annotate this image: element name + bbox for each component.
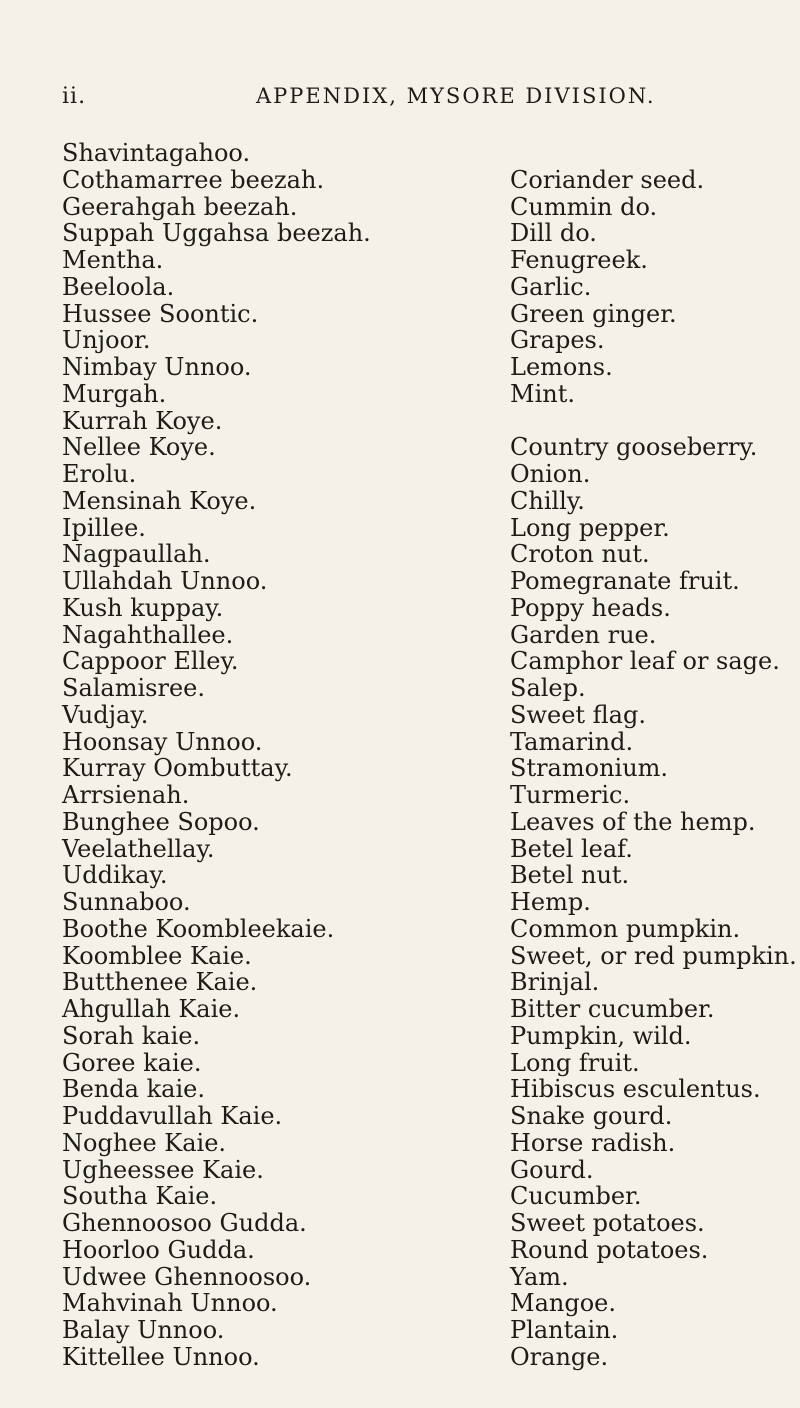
native-name: Ullahdah Unnoo.	[62, 567, 268, 595]
native-name: Unjoor.	[62, 326, 151, 355]
native-name: Cothamarree beezah.	[62, 165, 325, 194]
english-name: Camphor leaf or sage.	[510, 647, 780, 676]
native-name: Mensinah Koye.	[62, 486, 257, 515]
table-row	[62, 1023, 762, 1050]
table-row	[62, 996, 762, 1023]
table-row	[62, 1157, 762, 1184]
table-row	[62, 1103, 762, 1130]
table-row	[62, 916, 762, 943]
native-name: Noghee Kaie.	[62, 1128, 227, 1157]
english-name: Mangoe.	[510, 1289, 616, 1318]
vocabulary-table	[62, 139, 797, 1371]
native-name: Nellee Koye.	[62, 433, 216, 462]
english-name: Snake gourd.	[510, 1102, 673, 1130]
table-row	[62, 1210, 762, 1237]
native-name: Mentha.	[62, 246, 164, 274]
native-name: Goree kaie.	[62, 1048, 202, 1077]
table-row	[62, 622, 762, 649]
table-row	[62, 220, 762, 247]
english-name: Garlic.	[510, 272, 592, 301]
table-row	[62, 1050, 762, 1077]
native-name: Boothe Koombleekaie.	[62, 914, 335, 943]
native-name: Kittellee Unnoo.	[62, 1342, 260, 1371]
english-name: Plantain.	[510, 1316, 619, 1344]
table-row	[62, 354, 762, 381]
table-row	[62, 941, 797, 970]
native-name: Veelathellay.	[62, 834, 215, 863]
table-row	[62, 301, 762, 328]
table-row	[62, 1076, 762, 1103]
native-name: Cappoor Elley.	[62, 647, 239, 676]
native-name: Southa Kaie.	[62, 1182, 218, 1211]
table-row	[62, 702, 762, 729]
table-row	[62, 274, 762, 301]
running-head: APPENDIX, MYSORE DIVISION.	[256, 84, 656, 108]
native-name: Beeloola.	[62, 272, 175, 301]
native-name: Arrsienah.	[62, 781, 190, 809]
english-name: Sweet, or red pumpkin.	[510, 941, 797, 970]
native-name: Kurrah Koye.	[62, 406, 223, 435]
english-name: Gourd.	[510, 1155, 594, 1184]
english-name: Cummin do.	[510, 192, 658, 221]
table-row	[62, 541, 762, 568]
native-name: Nagahthallee.	[62, 620, 234, 649]
table-row	[62, 140, 762, 167]
table-row	[62, 969, 762, 996]
native-name: Murgah.	[62, 379, 167, 408]
table-row	[62, 515, 762, 542]
english-name: Hemp.	[510, 888, 591, 916]
english-name: Horse radish.	[510, 1128, 676, 1157]
table-row	[62, 381, 762, 408]
table-row	[62, 247, 762, 274]
table-row	[62, 836, 762, 863]
english-name: Tamarind.	[510, 727, 634, 756]
english-name: Lemons.	[510, 353, 613, 381]
english-name: Turmeric.	[510, 781, 631, 809]
native-name: Udwee Ghennoosoo.	[62, 1262, 312, 1291]
table-row	[62, 1183, 762, 1210]
table-row	[62, 1317, 762, 1344]
table-row	[62, 167, 762, 194]
native-name: Ghennoosoo Gudda.	[62, 1209, 307, 1237]
english-name: Leaves of the hemp.	[510, 807, 756, 836]
english-name: Yam.	[510, 1262, 569, 1291]
table-row	[62, 1237, 762, 1264]
table-row	[62, 568, 762, 595]
english-name: Dill do.	[510, 219, 597, 248]
english-name: Country gooseberry.	[510, 433, 758, 462]
table-row	[62, 675, 762, 702]
table-row	[62, 1290, 762, 1317]
english-name: Bitter cucumber.	[510, 995, 715, 1023]
table-row	[62, 595, 762, 622]
english-name: Poppy heads.	[510, 593, 671, 622]
english-name: Grapes.	[510, 326, 605, 355]
native-name: Vudjay.	[62, 700, 149, 729]
native-name: Nimbay Unnoo.	[62, 353, 252, 381]
english-name: Round potatoes.	[510, 1235, 709, 1264]
native-name: Kurray Oombuttay.	[62, 754, 293, 783]
native-name: Nagpaullah.	[62, 540, 211, 569]
native-name: Ahgullah Kaie.	[62, 995, 241, 1023]
english-name: Betel nut.	[510, 861, 630, 890]
table-row	[62, 862, 762, 889]
table-row	[62, 647, 780, 676]
english-name: Coriander seed.	[510, 165, 705, 194]
native-name: Uddikay.	[62, 861, 168, 890]
native-name: Sunnaboo.	[62, 888, 191, 916]
english-name: Chilly.	[510, 486, 585, 515]
native-name: Erolu.	[62, 460, 137, 488]
english-name: Pomegranate fruit.	[510, 567, 740, 595]
table-row	[62, 461, 762, 488]
native-name: Ugheessee Kaie.	[62, 1155, 264, 1184]
native-name: Suppah Uggahsa beezah.	[62, 219, 371, 248]
table-row	[62, 408, 762, 435]
native-name: Koomblee Kaie.	[62, 941, 252, 970]
native-name: Butthenee Kaie.	[62, 968, 258, 997]
table-row	[62, 1344, 762, 1371]
native-name: Sorah kaie.	[62, 1021, 201, 1050]
english-name: Garden rue.	[510, 620, 657, 649]
english-name: Croton nut.	[510, 540, 650, 569]
table-row	[62, 729, 762, 756]
table-row	[62, 1264, 762, 1291]
native-name: Bunghee Sopoo.	[62, 807, 260, 836]
native-name: Benda kaie.	[62, 1075, 205, 1104]
english-name: Long pepper.	[510, 513, 670, 542]
english-name: Onion.	[510, 460, 591, 488]
native-name: Shavintagahoo.	[62, 139, 251, 167]
native-name: Geerahgah beezah.	[62, 192, 298, 221]
english-name: Common pumpkin.	[510, 914, 741, 943]
native-name: Puddavullah Kaie.	[62, 1102, 283, 1130]
table-row	[62, 889, 762, 916]
english-name: Orange.	[510, 1342, 609, 1371]
native-name: Balay Unnoo.	[62, 1316, 225, 1344]
english-name: Stramonium.	[510, 754, 669, 783]
english-name: Sweet potatoes.	[510, 1209, 705, 1237]
table-row	[62, 488, 762, 515]
english-name: Betel leaf.	[510, 834, 633, 863]
native-name: Ipillee.	[62, 513, 146, 542]
english-name: Sweet flag.	[510, 700, 646, 729]
english-name: Pumpkin, wild.	[510, 1021, 692, 1050]
native-name: Kush kuppay.	[62, 593, 224, 622]
english-name: Salep.	[510, 674, 586, 702]
english-name: Mint.	[510, 379, 575, 408]
native-name: Hoorloo Gudda.	[62, 1235, 255, 1264]
english-name: Brinjal.	[510, 968, 600, 997]
table-row	[62, 434, 762, 461]
english-name: Green ginger.	[510, 299, 677, 328]
native-name: Hoonsay Unnoo.	[62, 727, 263, 756]
english-name: Hibiscus esculentus.	[510, 1075, 761, 1104]
english-name: Cucumber.	[510, 1182, 642, 1211]
table-row	[62, 755, 762, 782]
english-name: Fenugreek.	[510, 246, 648, 274]
english-name: Long fruit.	[510, 1048, 640, 1077]
table-row	[62, 194, 762, 221]
native-name: Hussee Soontic.	[62, 299, 259, 328]
page-number: ii.	[62, 84, 87, 109]
native-name: Mahvinah Unnoo.	[62, 1289, 278, 1318]
table-row	[62, 809, 762, 836]
native-name: Salamisree.	[62, 674, 205, 702]
table-row	[62, 782, 762, 809]
table-row	[62, 1130, 762, 1157]
table-row	[62, 327, 762, 354]
page-header	[0, 84, 800, 124]
